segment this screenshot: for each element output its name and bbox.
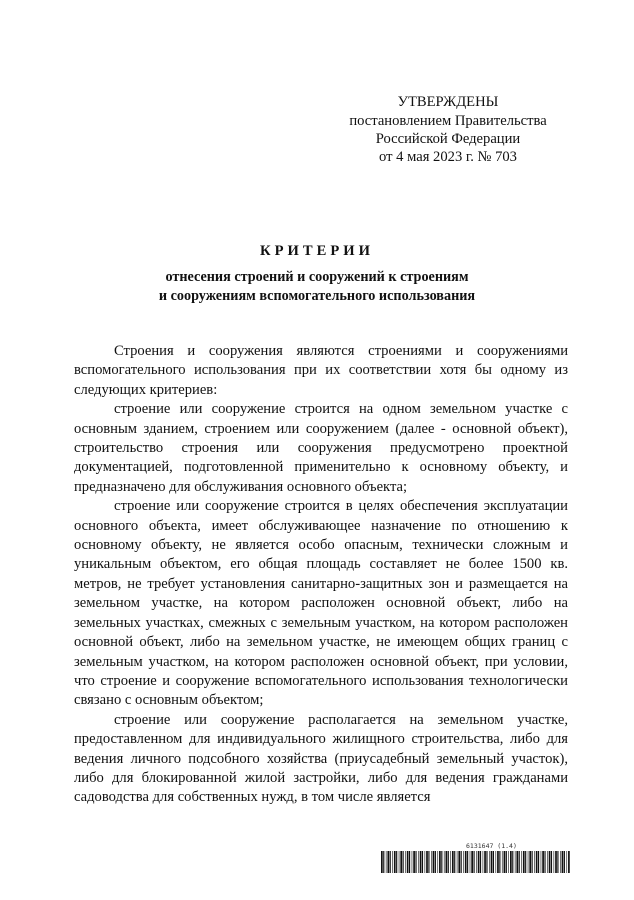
barcode-bar: [390, 851, 391, 873]
barcode-bar: [457, 851, 458, 873]
subtitle-line-2: и сооружениям вспомогательного использования: [158, 288, 476, 304]
barcode-bar: [386, 851, 387, 873]
barcode-bar: [394, 851, 396, 873]
barcode-bar: [560, 851, 561, 873]
barcode-bar: [516, 851, 518, 873]
barcode-bar: [435, 851, 436, 873]
barcode-bar: [483, 851, 484, 873]
barcode-bar: [454, 851, 455, 873]
barcode-bar: [444, 851, 445, 873]
approval-stamp: [330, 93, 566, 166]
barcode-bar: [512, 851, 513, 873]
barcode-bar: [506, 851, 507, 873]
barcode-bar: [431, 851, 432, 873]
barcode-bar: [412, 851, 413, 873]
barcode-bar: [541, 851, 542, 873]
barcode-bar: [508, 851, 509, 873]
barcode-bar: [564, 851, 565, 873]
barcode-bar: [422, 851, 423, 873]
barcode-bar: [415, 851, 416, 873]
barcode-bar: [529, 851, 531, 873]
document-code: 6131647 (1.4): [466, 842, 517, 850]
document-subtitle: [0, 268, 634, 306]
paragraph-intro: Строения и сооружения являются строениями и сооружениями вспомогательного использования при их соответствии хотя бы одному из следующих критериев:: [74, 343, 568, 398]
barcode-bar: [381, 851, 383, 873]
barcode-bar: [399, 851, 400, 873]
barcode: [381, 851, 571, 873]
barcode-bar: [568, 851, 570, 873]
barcode-bar: [504, 851, 506, 873]
barcode-bar: [405, 851, 406, 873]
barcode-bar: [493, 851, 494, 873]
barcode-bar: [557, 851, 558, 873]
barcode-bar: [502, 851, 503, 873]
document-title: КРИТЕРИИ: [260, 243, 374, 259]
barcode-bar: [400, 851, 402, 873]
barcode-bar: [452, 851, 454, 873]
barcode-bar: [461, 851, 462, 873]
paragraph-criterion-1: строение или сооружение строится на одном земельном участке с основным зданием, строением или сооружением (далее - основной объект), строительство строения или сооружения предусмотрено проектной документацией, подготовленной применительно к основному объекту, и предназначено для обслуживания основного объекта;: [74, 401, 568, 495]
approval-line-government: Российской Федерации: [375, 131, 521, 147]
barcode-bar: [465, 851, 467, 873]
barcode-bar: [549, 851, 551, 873]
barcode-bar: [510, 851, 512, 873]
barcode-bar: [536, 851, 538, 873]
barcode-bar: [448, 851, 449, 873]
barcode-bar: [474, 851, 475, 873]
barcode-bar: [499, 851, 500, 873]
document-body: [74, 342, 568, 808]
barcode-bar: [426, 851, 428, 873]
barcode-bar: [484, 851, 486, 873]
barcode-bar: [534, 851, 535, 873]
barcode-bar: [458, 851, 460, 873]
barcode-bar: [428, 851, 429, 873]
barcode-bar: [544, 851, 545, 873]
barcode-bar: [528, 851, 529, 873]
barcode-bar: [425, 851, 426, 873]
barcode-bar: [551, 851, 552, 873]
barcode-bar: [409, 851, 410, 873]
paragraph-criterion-2: строение или сооружение строится в целях обеспечения эксплуатации основного объекта, имеет обслуживающее назначение по отношению к основному объекту, не является особо опасным, технически сложным и уникальным объектом, его общая площадь составляет не более 1500 кв. метров, не требует установления санитарно-защитных зон и размещается на земельном участке, на котором расположен основной объект, либо на земельных участках, смежных с земельным участком, на котором расположен основной объект, либо на земельном участке, не имеющем общих границ с земельным участком, на котором расположен основной объект, при условии, что строение и сооружение вспомогательного использования технологически связано с основным объектом;: [74, 498, 568, 709]
barcode-bar: [467, 851, 468, 873]
approval-line-date: от 4 мая 2023 г. № 703: [379, 149, 517, 165]
barcode-bar: [547, 851, 548, 873]
barcode-bar: [387, 851, 389, 873]
barcode-bar: [478, 851, 480, 873]
barcode-bar: [555, 851, 557, 873]
subtitle-line-1: отнесения строений и сооружений к строениям: [165, 269, 469, 285]
barcode-bar: [418, 851, 419, 873]
barcode-bar: [413, 851, 415, 873]
barcode-bar: [403, 851, 404, 873]
barcode-bar: [439, 851, 441, 873]
barcode-bar: [519, 851, 520, 873]
paragraph-criterion-3: строение или сооружение располагается на земельном участке, предоставленном для индивидуального жилищного строительства, либо для ведения личного подсобного хозяйства (приусадебный земельный участок), либо для блокированной жилой застройки, либо для ведения гражданами садоводства для собственных нужд, в том числе является: [74, 711, 568, 806]
barcode-bar: [566, 851, 567, 873]
barcode-bar: [491, 851, 493, 873]
barcode-bar: [497, 851, 499, 873]
barcode-bar: [420, 851, 422, 873]
barcode-bar: [486, 851, 487, 873]
approval-line-decree: постановлением Правительства: [349, 113, 547, 129]
barcode-bar: [525, 851, 526, 873]
barcode-bar: [446, 851, 448, 873]
barcode-bar: [433, 851, 435, 873]
barcode-bar: [392, 851, 393, 873]
barcode-bar: [542, 851, 544, 873]
barcode-bar: [523, 851, 525, 873]
barcode-bar: [470, 851, 471, 873]
barcode-bar: [489, 851, 490, 873]
barcode-bar: [471, 851, 473, 873]
barcode-bar: [532, 851, 533, 873]
barcode-bar: [476, 851, 477, 873]
barcode-bar: [450, 851, 451, 873]
barcode-bar: [437, 851, 438, 873]
barcode-bar: [463, 851, 464, 873]
barcode-bar: [554, 851, 555, 873]
barcode-bar: [496, 851, 497, 873]
barcode-bar: [538, 851, 539, 873]
barcode-bar: [521, 851, 522, 873]
approval-heading: УТВЕРЖДЕНЫ: [397, 94, 499, 110]
barcode-bar: [515, 851, 516, 873]
barcode-bar: [407, 851, 409, 873]
barcode-bar: [480, 851, 481, 873]
barcode-bar: [396, 851, 397, 873]
barcode-bar: [562, 851, 564, 873]
barcode-bar: [441, 851, 442, 873]
barcode-bar: [383, 851, 384, 873]
